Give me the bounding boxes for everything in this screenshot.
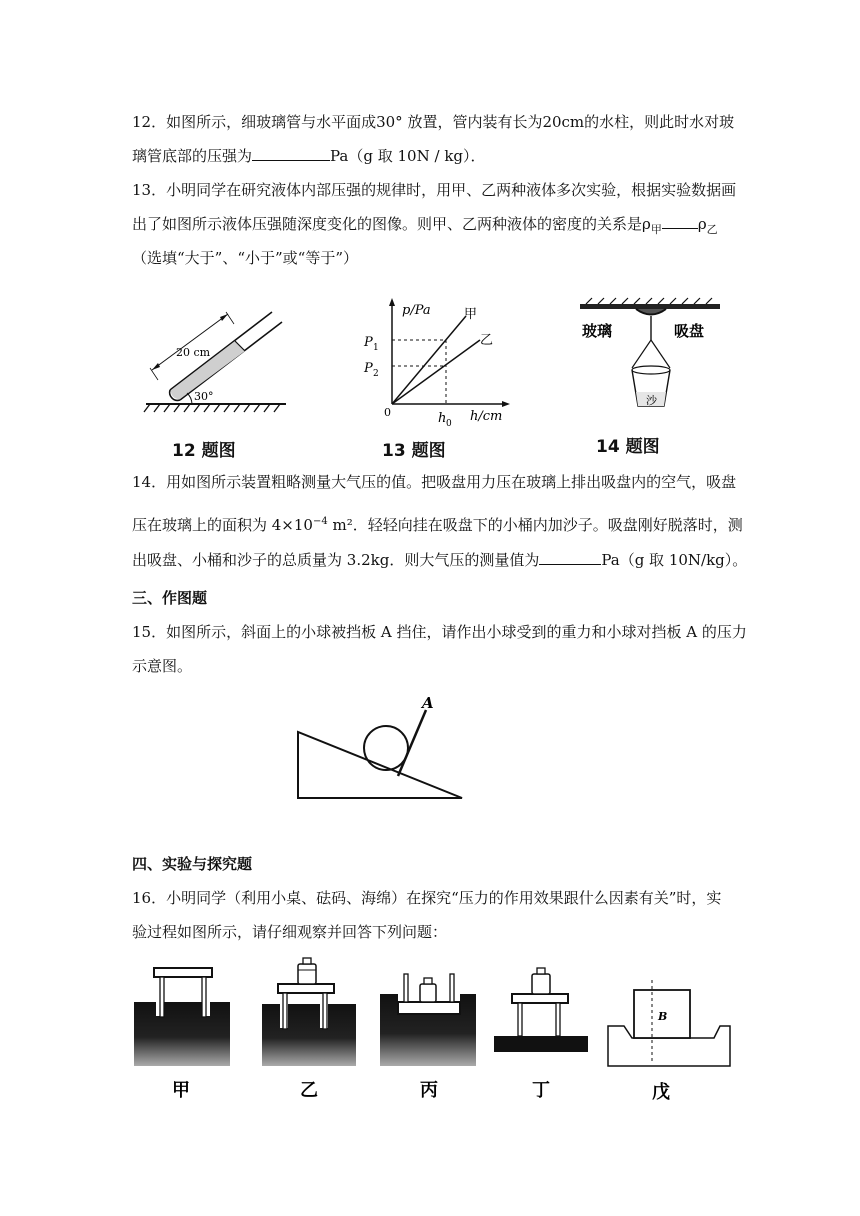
section4-heading: 四、实验与探究题: [132, 855, 253, 873]
q13-line1: 13．小明同学在研究液体内部压强的规律时，用甲、乙两种液体多次实验，根据实验数据画: [132, 181, 737, 199]
q15-line2: 示意图。: [132, 657, 193, 675]
q14-line3: 出吸盘、小桶和沙子的总质量为 3.2kg．则大气压的测量值为 Pa（g 取 10N/kg）。: [132, 551, 748, 569]
section3-heading: 三、作图题: [132, 589, 208, 607]
fig14-sand-label: 沙: [646, 394, 657, 407]
fig16-experiments: [130, 954, 740, 1104]
q16-line2: 验过程如图所示，请仔细观察并回答下列问题：: [132, 923, 448, 941]
svg-text:0: 0: [446, 419, 452, 428]
q13-line3: （选填“大于”、“小于”或“等于”）: [132, 249, 359, 267]
fig16-label-ding: 丁: [532, 1080, 550, 1101]
q12-answer-blank[interactable]: [252, 146, 330, 161]
fig13-y-axis-label: p/Pa: [402, 303, 431, 318]
q15-line1: 15．如图所示，斜面上的小球被挡板 A 挡住，请作出小球受到的重力和小球对挡板 A 的压力: [132, 623, 747, 641]
fig14-suction-cup: [576, 294, 726, 424]
fig16-panel-ding: [494, 968, 588, 1052]
fig13-h0: h: [438, 411, 447, 426]
fig14-cup-label: 吸盘: [674, 322, 705, 340]
fig15-board: [398, 710, 426, 776]
fig13-caption: 13 题图: [382, 441, 446, 461]
fig16-panel-wu: [608, 980, 730, 1066]
q14-line2: 压在玻璃上的面积为 $4\times 10^{-4}$ m²．轻轻向挂在吸盘下的小桶内加沙子。吸盘刚好脱落时，测: [132, 516, 743, 534]
svg-text:1: 1: [373, 343, 379, 353]
fig16-panel-yi: [262, 958, 356, 1066]
fig14-caption: 14 题图: [596, 437, 660, 457]
fig12-inclined-tube: [140, 292, 290, 416]
q12-line2: 璃管底部的压强为 Pa（g 取 10N / kg）．: [132, 147, 486, 165]
svg-text:2: 2: [373, 369, 379, 379]
fig16-block-label: B: [658, 1010, 668, 1023]
fig13-p2: P: [364, 361, 373, 376]
fig12-caption: 12 题图: [172, 441, 236, 461]
fig13-series-yi: 乙: [480, 333, 494, 348]
fig16-label-jia: 甲: [172, 1080, 190, 1101]
fig12-length-label: 20 cm: [176, 346, 211, 359]
q16-line1: 16．小明同学（利用小桌、砝码、海绵）在探究“压力的作用效果跟什么因素有关”时，实: [132, 889, 722, 907]
fig16-label-wu: 戊: [652, 1082, 670, 1103]
fig16-panel-bing: [380, 974, 476, 1066]
fig13-pressure-graph: [356, 292, 516, 428]
fig13-line-jia: [392, 316, 466, 404]
q14-line1: 14．用如图所示装置粗略测量大气压的值。把吸盘用力压在玻璃上排出吸盘内的空气，吸盘: [132, 473, 737, 491]
fig16-label-yi: 乙: [300, 1080, 318, 1101]
q13-answer-blank[interactable]: [662, 214, 698, 229]
fig13-series-jia: 甲: [464, 307, 478, 322]
fig13-x-axis-label: h/cm: [470, 409, 503, 424]
fig12-angle-label: 30°: [194, 390, 214, 403]
q13-line2: 出了如图所示液体压强随深度变化的图像。则甲、乙两种液体的密度的关系是$\rho_甲$ $\rho_乙$: [132, 215, 718, 236]
fig15-ball-on-incline: [290, 688, 474, 806]
fig13-line-yi: [392, 340, 480, 404]
fig16-panel-jia: [134, 968, 230, 1066]
fig13-origin: 0: [384, 406, 391, 419]
fig16-label-bing: 丙: [420, 1080, 438, 1101]
q14-answer-blank[interactable]: [539, 550, 601, 565]
q12-line1: 12．如图所示，细玻璃管与水平面成30° 放置，管内装有长为20cm的水柱，则此时水对玻: [132, 113, 735, 131]
fig15-board-label: A: [422, 694, 434, 712]
fig13-p1: P: [364, 335, 373, 350]
fig14-glass-label: 玻璃: [582, 322, 613, 340]
